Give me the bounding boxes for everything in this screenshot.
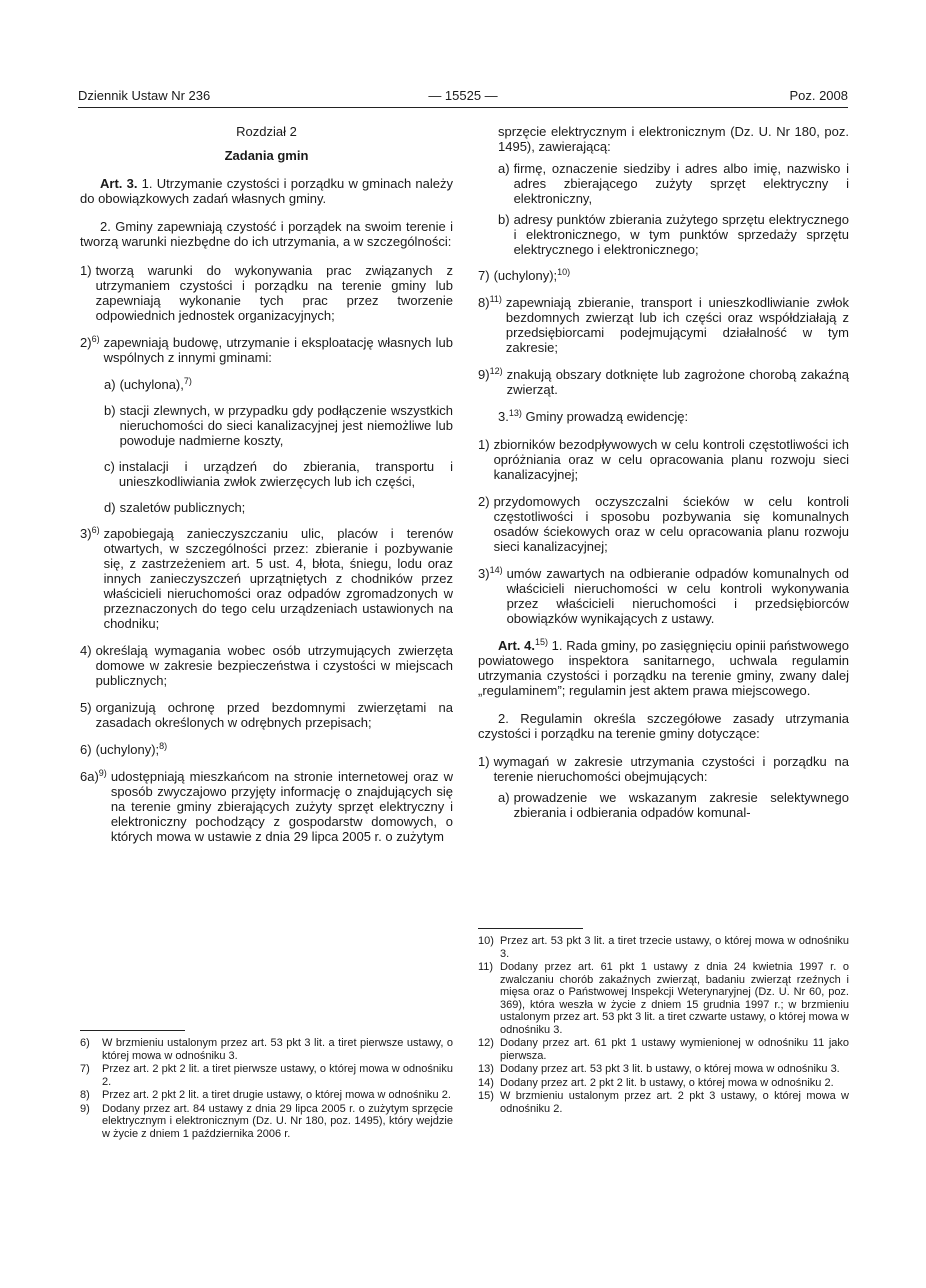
item-number: 8)$^{11)}$ <box>478 294 502 310</box>
footnote-text: W brzmieniu ustalonym przez art. 53 pkt 3 lit. a tiret pierwsze ustawy, o której mowa w odnośniku 3. <box>102 1037 453 1062</box>
item-text: zapobiegają zanieczyszczaniu ulic, placów i terenów otwartych, w szczególności przez: zbieranie i pozbywanie się, z zastrzeżeniem art. 5 ust. 4, błota, śniegu, lodu oraz innych zanieczyszczeń uprzątniętych z chodników przez właścicieli nieruchomości oraz odpadów zgromadzonych w przeznaczonych do tego celu urządzeniach ustawionych na chodniku; <box>103 526 453 631</box>
sub-item <box>104 377 453 392</box>
item-number: 4) <box>80 643 92 658</box>
sub-item-text: adresy punktów zbierania zużytego sprzętu elektrycznego i elektronicznego, w tym punktów sprzedaży sprzętu elektrycznego i elektronicznego; <box>513 212 849 257</box>
footnote-number: 12) <box>478 1037 494 1049</box>
footnote <box>478 1063 849 1076</box>
list-item <box>478 367 849 397</box>
page-header <box>78 86 848 108</box>
footnote <box>478 1037 849 1062</box>
sub-item <box>104 403 453 448</box>
footnote-divider <box>478 928 583 929</box>
item-number: 9)$^{12)}$ <box>478 366 503 382</box>
item-number: 1) <box>478 437 490 452</box>
item-number: 3)$^{14)}$ <box>478 565 503 581</box>
footnote <box>478 961 849 1036</box>
sub-item-text: (uchylona),$^{7)}$ <box>119 376 192 392</box>
footnote-number: 11) <box>478 961 494 973</box>
footnote-ref: 7) <box>183 376 192 386</box>
footnote-ref: 13) <box>508 408 522 418</box>
left-footnotes <box>80 1024 453 1141</box>
footnote-number: 6) <box>80 1037 90 1049</box>
footnote-text: Dodany przez art. 61 pkt 1 ustawy z dnia 24 kwietnia 1997 r. o zwalczaniu chorób zakaźnych zwierząt, badaniu zwierząt rzeźnych i mięsa oraz o Państwowej Inspekcji Weterynaryjnej (Dz. U. Nr 60, poz. 369), która weszła w życie z dniem 15 grudnia 1997 r.; w brzmieniu ustalonym przez art. 53 pkt 3 lit. a tiret czwarte ustawy, o której mowa w odnośniku 3. <box>500 961 849 1036</box>
footnote-number: 9) <box>80 1102 90 1115</box>
item-text: przydomowych oczyszczalni ścieków w celu kontroli częstotliwości i sposobu pozbywania się komunalnych osadów ściekowych oraz w celu opracowania planu rozwoju sieci kanalizacyjnej; <box>493 494 849 554</box>
art3-label: Art. 3. <box>100 176 138 191</box>
footnote-ref: 9) <box>98 768 107 778</box>
footnote <box>80 1103 453 1141</box>
item-number: 6a)$^{9)}$ <box>80 768 107 784</box>
sub-item-letter: b) <box>104 403 116 418</box>
continued-text: sprzęcie elektrycznym i elektronicznym (Dz. U. Nr 180, poz. 1495), zawierającą: <box>498 124 849 154</box>
item-number: 7) <box>478 268 490 283</box>
position-number: Poz. 2008 <box>789 88 848 103</box>
art3-paragraph1 <box>80 176 453 206</box>
list-item <box>478 754 849 784</box>
sub-item-letter: c) <box>104 459 115 474</box>
sub-item-letter: a) <box>498 790 510 805</box>
footnote-ref: 15) <box>534 637 548 647</box>
right-column <box>478 124 849 831</box>
footnote-number: 14) <box>478 1076 494 1089</box>
footnote <box>80 1037 453 1062</box>
list-item <box>80 526 453 631</box>
footnote-text: Przez art. 2 pkt 2 lit. a tiret pierwsze ustawy, o której mowa w odnośniku 2. <box>102 1063 453 1088</box>
list-item <box>80 700 453 730</box>
footnote <box>80 1063 453 1088</box>
sub-item <box>104 459 453 489</box>
footnote-ref: 12) <box>489 366 503 376</box>
art4-label: Art. 4. <box>498 638 535 653</box>
sub-item <box>498 790 849 820</box>
list-item <box>80 643 453 688</box>
item-number: 6) <box>80 742 92 757</box>
item-number: 2)$^{6)}$ <box>80 334 100 350</box>
footnote-ref: 8) <box>159 741 168 751</box>
item-number: 5) <box>80 700 92 715</box>
footnote-text: Dodany przez art. 53 pkt 3 lit. b ustawy, o której mowa w odnośniku 3. <box>500 1063 840 1075</box>
footnote-text: Przez art. 2 pkt 2 lit. a tiret drugie ustawy, o której mowa w odnośniku 2. <box>102 1089 451 1101</box>
item-number: 1) <box>478 754 490 769</box>
item-text: zbiorników bezodpływowych w celu kontroli częstotliwości ich opróżniania oraz w celu opracowania planu rozwoju sieci kanalizacyjnej; <box>493 437 849 482</box>
art4-paragraph1: Art. 4.$^{15)}$ 1. Rada gminy, po zasięgnięciu opinii państwowego powiatowego inspektora sanitarnego, uchwala regulamin utrzymania czystości i porządku na terenie gminy, zwany dalej „regulaminem”; regulamin jest aktem prawa miejscowego. <box>478 637 849 698</box>
chapter-heading: Rozdział 2 <box>236 124 297 139</box>
footnote-number: 10) <box>478 935 494 947</box>
footnote-text: Dodany przez art. 84 ustawy z dnia 29 lipca 2005 r. o zużytym sprzęcie elektrycznym i elektronicznym (Dz. U. Nr 180, poz. 1495), który wejdzie w życie z dniem 1 października 2006 r. <box>102 1102 453 1140</box>
item-text: (uchylony);$^{8)}$ <box>95 741 168 757</box>
footnote-ref: 11) <box>489 294 502 304</box>
item-number: 2) <box>478 494 490 509</box>
list-item <box>80 742 453 757</box>
item-text: znakują obszary dotknięte lub zagrożone chorobą zakaźną zwierząt. <box>506 367 849 397</box>
item-text: umów zawartych na odbieranie odpadów komunalnych od właścicieli nieruchomości w celu kontroli wykonywania przez właścicieli nieruchomości i przedsiębiorców obowiązków wynikających z ustawy. <box>506 566 849 626</box>
journal-title: Dziennik Ustaw Nr 236 <box>78 88 211 103</box>
item-number: 1) <box>80 263 92 278</box>
sub-item-text: firmę, oznaczenie siedziby i adres albo imię, nazwisko i adres zbierającego zużyty sprzęt elektryczny i elektroniczny, <box>513 161 849 206</box>
item-text: udostępniają mieszkańcom na stronie internetowej oraz w sposób zwyczajowo przyjęty informację o znajdujących się na terenie gminy zbierających zużyty sprzęt elektryczny i elektroniczny pochodzący z gospodarstw domowych, o których mowa w ustawie z dnia 29 lipca 2005 r. o zużytym <box>110 769 453 844</box>
footnote <box>478 935 849 960</box>
footnote-ref: 6) <box>91 525 100 535</box>
sub-item-text: szaletów publicznych; <box>119 500 246 515</box>
footnote-number: 15) <box>478 1090 494 1102</box>
sub-item-letter: a) <box>104 377 116 392</box>
item-text: wymagań w zakresie utrzymania czystości i porządku na terenie nieruchomości obejmujących: <box>493 754 849 784</box>
chapter-title: Zadania gmin <box>224 148 309 163</box>
page-number: — 15525 — <box>428 88 498 103</box>
footnote-ref: 14) <box>489 565 503 575</box>
sub-item-text: prowadzenie we wskazanym zakresie selektywnego zbierania i odbierania odpadów komunal- <box>513 790 849 820</box>
footnote-text: W brzmieniu ustalonym przez art. 2 pkt 3 ustawy, o której mowa w odnośniku 2. <box>500 1090 849 1115</box>
list-item <box>478 437 849 482</box>
item-text: organizują ochronę przed bezdomnymi zwierzętami na zasadach określonych w odrębnych przepisach; <box>95 700 453 730</box>
footnote-text: Dodany przez art. 61 pkt 1 ustawy wymienionej w odnośniku 11 jako pierwsza. <box>500 1037 849 1062</box>
sub-item-text: stacji zlewnych, w przypadku gdy podłączenie wszystkich nieruchomości do sieci kanalizacyjnej jest niemożliwe lub powoduje nadmierne koszty, <box>119 403 453 448</box>
list-item <box>80 769 453 844</box>
list-item <box>478 268 849 283</box>
footnote-number: 13) <box>478 1063 494 1075</box>
sub-item-text: instalacji i urządzeń do zbierania, transportu i unieszkodliwiania zwłok zwierzęcych lub ich części, <box>118 459 453 489</box>
item-text: tworzą warunki do wykonywania prac związanych z utrzymaniem czystości i porządku na terenie gminy lub zapewniają wykonanie tych prac przez tworzenie odpowiednich jednostek organizacyjnych; <box>95 263 453 323</box>
left-column <box>80 124 453 856</box>
item-text: określają wymagania wobec osób utrzymujących zwierzęta domowe w zakresie bezpieczeństwa i czystości w miejscach publicznych; <box>95 643 453 688</box>
item-text: (uchylony);$^{10)}$ <box>493 267 571 283</box>
footnote <box>80 1089 453 1102</box>
right-footnotes <box>478 922 849 1116</box>
sub-item <box>498 161 849 206</box>
art3-paragraph3: 3.$^{13)}$ Gminy prowadzą ewidencję: <box>498 408 689 424</box>
item-text: zapewniają zbieranie, transport i unieszkodliwianie zwłok bezdomnych zwierząt lub ich części oraz współdziałają z przedsiębiorcami podejmującymi działalność w tym zakresie; <box>505 295 849 355</box>
art3-p1-text: 1. Utrzymanie czystości i porządku w gminach należy do obowiązkowych zadań własnych gminy. <box>80 176 453 206</box>
item-number: 3)$^{6)}$ <box>80 525 100 541</box>
list-item <box>80 263 453 323</box>
list-item <box>478 494 849 554</box>
footnote-text: Przez art. 53 pkt 3 lit. a tiret trzecie ustawy, o której mowa w odnośniku 3. <box>500 935 849 960</box>
sub-item-letter: d) <box>104 500 116 515</box>
footnote-number: 8) <box>80 1089 90 1101</box>
item-text: zapewniają budowę, utrzymanie i eksploatację własnych lub wspólnych z innymi gminami: <box>103 335 453 365</box>
sub-item <box>104 500 453 515</box>
footnote-divider <box>80 1030 185 1031</box>
list-item <box>80 335 453 365</box>
art3-paragraph2: 2. Gminy zapewniają czystość i porządek na swoim terenie i tworzą warunki niezbędne do ich utrzymania, a w szczególności: <box>80 219 453 249</box>
footnote-text: Dodany przez art. 2 pkt 2 lit. b ustawy, o której mowa w odnośniku 2. <box>500 1076 834 1089</box>
art4-paragraph2: 2. Regulamin określa szczegółowe zasady utrzymania czystości i porządku na terenie gminy dotyczące: <box>478 711 849 741</box>
list-item <box>478 295 849 355</box>
footnote <box>478 1090 849 1115</box>
footnote-ref: 10) <box>557 267 571 277</box>
footnote-ref: 6) <box>91 334 100 344</box>
sub-item <box>498 212 849 257</box>
footnote-number: 7) <box>80 1063 90 1075</box>
list-item <box>478 566 849 626</box>
sub-item-letter: a) <box>498 161 510 176</box>
sub-item-letter: b) <box>498 212 510 227</box>
footnote <box>478 1077 849 1090</box>
